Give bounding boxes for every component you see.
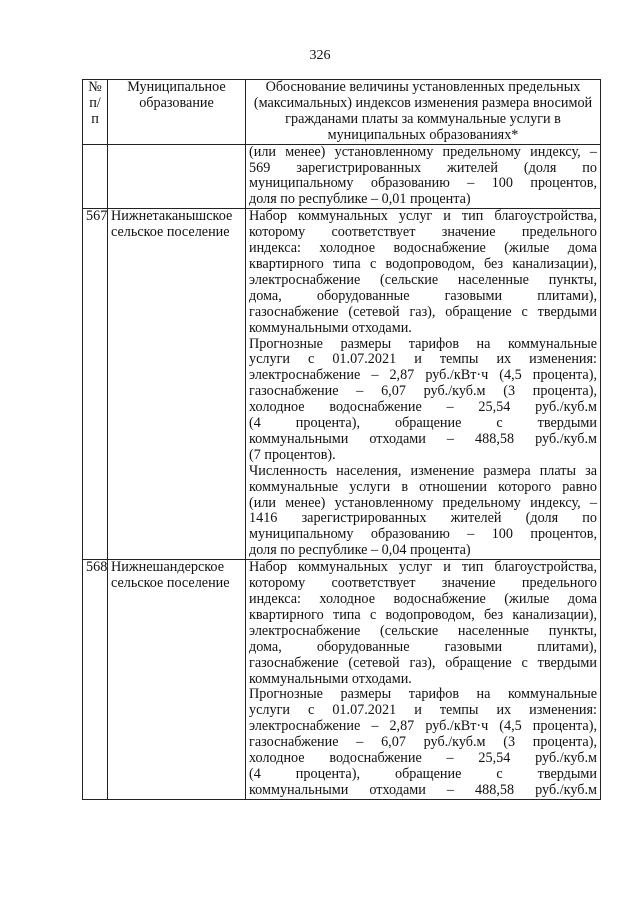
justification-line: Прогнозные размеры тарифов на коммунальные bbox=[249, 335, 597, 352]
table-row bbox=[83, 209, 601, 560]
row-justification bbox=[246, 209, 601, 560]
justification-line: холодное водоснабжение – 25,54 руб./куб.м bbox=[249, 750, 597, 767]
header-municipality: Муниципальное образование bbox=[108, 80, 246, 145]
justification-line: дома, оборудованные газовыми плитами), bbox=[249, 287, 597, 304]
justification-line: 1416 зарегистрированных жителей (доля по bbox=[249, 510, 597, 527]
row-number: 567 bbox=[83, 209, 108, 560]
justification-line: электроснабжение (сельские населенные пункты, bbox=[249, 622, 597, 639]
justification-line: (4 процента), обращение с твердыми bbox=[249, 765, 597, 782]
justification-line: которому соответствует значение предельного bbox=[249, 575, 597, 592]
justification-line: коммунальными отходами – 488,58 руб./куб.м bbox=[249, 430, 597, 447]
justification-line: услуги с 01.07.2021 и темпы их изменения: bbox=[249, 702, 597, 719]
justification-line: электроснабжение (сельские населенные пункты, bbox=[249, 271, 597, 288]
justification-line: (или менее) установленному предельному индексу, – bbox=[249, 143, 597, 160]
row-municipality: Нижнешандерское сельское поселение bbox=[108, 560, 246, 800]
justification-line: квартирного типа с водопроводом, без канализации), bbox=[249, 255, 597, 272]
justification-line: (7 процентов). bbox=[249, 446, 336, 463]
justification-line: электроснабжение – 2,87 руб./кВт·ч (4,5 процента), bbox=[249, 367, 597, 384]
justification-line: доля по республике – 0,04 процента) bbox=[249, 542, 471, 559]
justification-line: Численность населения, изменение размера платы за bbox=[249, 462, 597, 479]
row-number: 568 bbox=[83, 560, 108, 800]
row-municipality: Нижнетаканышское сельское поселение bbox=[108, 209, 246, 560]
table-row bbox=[83, 144, 601, 209]
justification-line: (4 процента), обращение с твердыми bbox=[249, 415, 597, 432]
justification-line: газоснабжение – 6,07 руб./куб.м (3 процента), bbox=[249, 734, 597, 751]
justification-line: дома, оборудованные газовыми плитами), bbox=[249, 638, 597, 655]
table-header-row bbox=[83, 80, 601, 145]
justification-line: индекса: холодное водоснабжение (жилые дома bbox=[249, 240, 597, 257]
justification-line: квартирного типа с водопроводом, без канализации), bbox=[249, 606, 597, 623]
justification-line: (или менее) установленному предельному индексу, – bbox=[249, 494, 597, 511]
justification-line: Прогнозные размеры тарифов на коммунальные bbox=[249, 686, 597, 703]
justification-line: газоснабжение – 6,07 руб./куб.м (3 процента), bbox=[249, 383, 597, 400]
justification-line: муниципальному образованию – 100 процентов, bbox=[249, 175, 597, 192]
justification-line: муниципальному образованию – 100 процентов, bbox=[249, 526, 597, 543]
justification-line: 569 зарегистрированных жителей (доля по bbox=[249, 159, 597, 176]
header-justification: Обоснование величины установленных предельных (максимальных) индексов изменения размера вносимой гражданами платы за коммунальные услуги в муниципальных образованиях* bbox=[246, 80, 601, 145]
justification-line: холодное водоснабжение – 25,54 руб./куб.м bbox=[249, 399, 597, 416]
justification-line: газоснабжение (сетевой газ), обращение с твердыми bbox=[249, 303, 597, 320]
justification-line: Набор коммунальных услуг и тип благоустройства, bbox=[249, 559, 597, 576]
justification-line: услуги с 01.07.2021 и темпы их изменения: bbox=[249, 351, 597, 368]
justification-line: электроснабжение – 2,87 руб./кВт·ч (4,5 процента), bbox=[249, 718, 597, 735]
row-justification bbox=[246, 144, 601, 209]
justification-line: Набор коммунальных услуг и тип благоустройства, bbox=[249, 208, 597, 225]
tariff-justification-table bbox=[82, 79, 601, 800]
justification-line: коммунальными отходами – 488,58 руб./куб.м bbox=[249, 781, 597, 798]
row-number bbox=[83, 144, 108, 209]
justification-line: коммунальными отходами. bbox=[249, 670, 412, 687]
justification-line: коммунальными отходами. bbox=[249, 319, 412, 336]
page-number: 326 bbox=[309, 48, 331, 63]
row-municipality bbox=[108, 144, 246, 209]
justification-line: коммунальные услуги в отношении которого равно bbox=[249, 478, 597, 495]
table-body bbox=[83, 144, 601, 799]
justification-line: индекса: холодное водоснабжение (жилые дома bbox=[249, 591, 597, 607]
row-justification bbox=[246, 560, 601, 800]
justification-line: газоснабжение (сетевой газ), обращение с твердыми bbox=[249, 654, 597, 671]
table-row bbox=[83, 560, 601, 800]
justification-line: которому соответствует значение предельного bbox=[249, 224, 597, 241]
justification-line: доля по республике – 0,01 процента) bbox=[249, 191, 471, 208]
header-number: № п/п bbox=[83, 80, 108, 145]
